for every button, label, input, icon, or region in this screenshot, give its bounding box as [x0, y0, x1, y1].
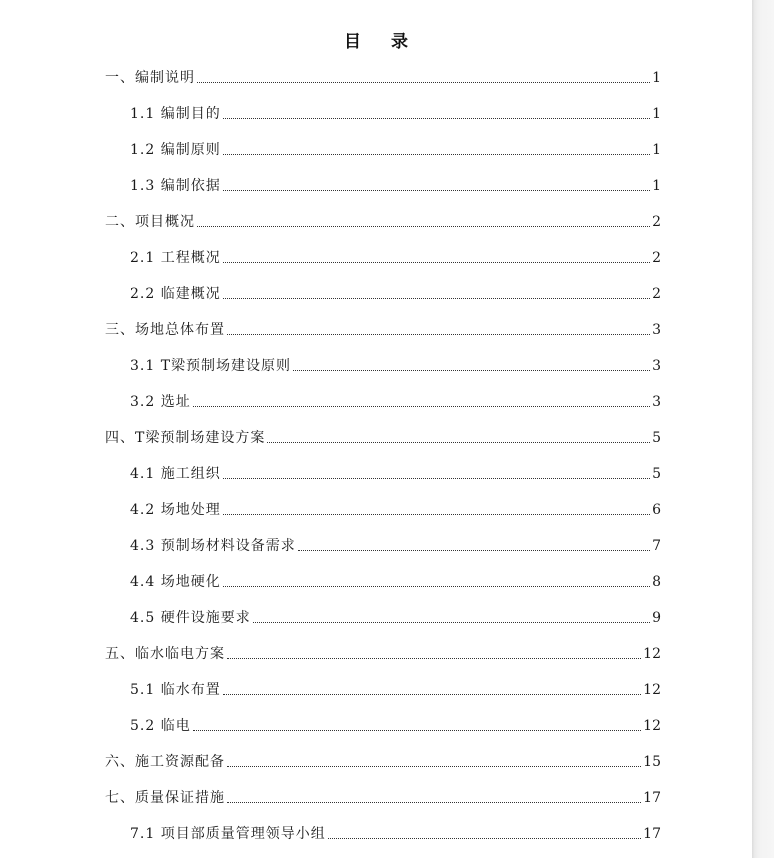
toc-subsection-entry[interactable] — [130, 464, 661, 484]
toc-entry-page-number: 1 — [652, 142, 661, 158]
toc-subsection-entry[interactable] — [130, 248, 661, 268]
toc-section-entry[interactable] — [105, 68, 661, 88]
toc-entry-page-number: 15 — [643, 754, 661, 770]
toc-dot-leader — [267, 442, 650, 443]
toc-entry-label: 1.1 编制目的 — [130, 106, 221, 122]
toc-subsection-entry[interactable] — [130, 824, 661, 844]
toc-dot-leader — [223, 514, 650, 515]
toc-entry-page-number: 3 — [652, 394, 661, 410]
toc-dot-leader — [193, 406, 650, 407]
toc-dot-leader — [193, 730, 641, 731]
toc-entry-label: 4.3 预制场材料设备需求 — [130, 538, 296, 554]
toc-dot-leader — [223, 190, 650, 191]
toc-entry-page-number: 2 — [652, 286, 661, 302]
toc-entry-page-number: 1 — [652, 178, 661, 194]
toc-subsection-entry[interactable] — [130, 572, 661, 592]
toc-subsection-entry[interactable] — [130, 500, 661, 520]
toc-section-entry[interactable] — [105, 788, 661, 808]
toc-dot-leader — [223, 298, 650, 299]
toc-title: 目 录 — [344, 32, 420, 52]
toc-entry-label: 1.3 编制依据 — [130, 178, 221, 194]
toc-entry-label: 七、质量保证措施 — [105, 790, 225, 806]
toc-entry-page-number: 3 — [652, 322, 661, 338]
toc-entry-page-number: 12 — [643, 646, 661, 662]
toc-entry-label: 4.2 场地处理 — [130, 502, 221, 518]
toc-dot-leader — [223, 118, 650, 119]
toc-entry-page-number: 1 — [652, 106, 661, 122]
toc-entry-page-number: 8 — [652, 574, 661, 590]
toc-dot-leader — [227, 802, 641, 803]
toc-entry-page-number: 7 — [652, 538, 661, 554]
toc-entry-label: 5.1 临水布置 — [130, 682, 221, 698]
toc-dot-leader — [227, 658, 641, 659]
toc-entry-label: 4.5 硬件设施要求 — [130, 610, 251, 626]
toc-entry-page-number: 12 — [643, 682, 661, 698]
toc-subsection-entry[interactable] — [130, 536, 661, 556]
toc-subsection-entry[interactable] — [130, 356, 661, 376]
toc-entry-label: 六、施工资源配备 — [105, 754, 225, 770]
toc-subsection-entry[interactable] — [130, 680, 661, 700]
toc-entry-label: 7.1 项目部质量管理领导小组 — [130, 826, 326, 842]
toc-subsection-entry[interactable] — [130, 284, 661, 304]
toc-entry-label: 4.4 场地硬化 — [130, 574, 221, 590]
toc-entry-page-number: 12 — [643, 718, 661, 734]
toc-dot-leader — [227, 766, 641, 767]
toc-section-entry[interactable] — [105, 644, 661, 664]
toc-entry-label: 1.2 编制原则 — [130, 142, 221, 158]
toc-entry-label: 3.2 选址 — [130, 394, 191, 410]
toc-entry-label: 四、T梁预制场建设方案 — [105, 430, 266, 446]
toc-section-entry[interactable] — [105, 752, 661, 772]
toc-entry-page-number: 2 — [652, 250, 661, 266]
toc-entry-label: 2.1 工程概况 — [130, 250, 221, 266]
toc-dot-leader — [197, 82, 650, 83]
toc-entry-page-number: 17 — [643, 790, 661, 806]
toc-entry-label: 一、编制说明 — [105, 70, 195, 86]
toc-subsection-entry[interactable] — [130, 176, 661, 196]
toc-section-entry[interactable] — [105, 212, 661, 232]
toc-entry-page-number: 3 — [652, 358, 661, 374]
toc-entry-label: 5.2 临电 — [130, 718, 191, 734]
toc-entry-label: 2.2 临建概况 — [130, 286, 221, 302]
toc-section-entry[interactable] — [105, 320, 661, 340]
toc-dot-leader — [298, 550, 650, 551]
toc-subsection-entry[interactable] — [130, 140, 661, 160]
toc-dot-leader — [197, 226, 650, 227]
toc-subsection-entry[interactable] — [130, 716, 661, 736]
toc-subsection-entry[interactable] — [130, 104, 661, 124]
toc-dot-leader — [223, 694, 641, 695]
toc-entry-page-number: 5 — [652, 466, 661, 482]
toc-subsection-entry[interactable] — [130, 392, 661, 412]
toc-entry-page-number: 1 — [652, 70, 661, 86]
toc-entry-page-number: 17 — [643, 826, 661, 842]
toc-dot-leader — [293, 370, 650, 371]
toc-entry-label: 三、场地总体布置 — [105, 322, 225, 338]
toc-entry-label: 3.1 T梁预制场建设原则 — [130, 358, 292, 374]
toc-entry-page-number: 5 — [652, 430, 661, 446]
toc-entry-page-number: 2 — [652, 214, 661, 230]
toc-section-entry[interactable] — [105, 428, 661, 448]
page-edge-shadow — [752, 0, 774, 858]
toc-dot-leader — [227, 334, 650, 335]
toc-entry-page-number: 6 — [652, 502, 661, 518]
toc-dot-leader — [223, 586, 650, 587]
toc-subsection-entry[interactable] — [130, 608, 661, 628]
toc-entry-label: 4.1 施工组织 — [130, 466, 221, 482]
toc-dot-leader — [223, 262, 650, 263]
toc-dot-leader — [223, 478, 650, 479]
toc-dot-leader — [223, 154, 650, 155]
toc-dot-leader — [253, 622, 650, 623]
toc-entry-label: 五、临水临电方案 — [105, 646, 225, 662]
toc-entry-label: 二、项目概况 — [105, 214, 195, 230]
toc-entry-page-number: 9 — [652, 610, 661, 626]
toc-dot-leader — [328, 838, 641, 839]
